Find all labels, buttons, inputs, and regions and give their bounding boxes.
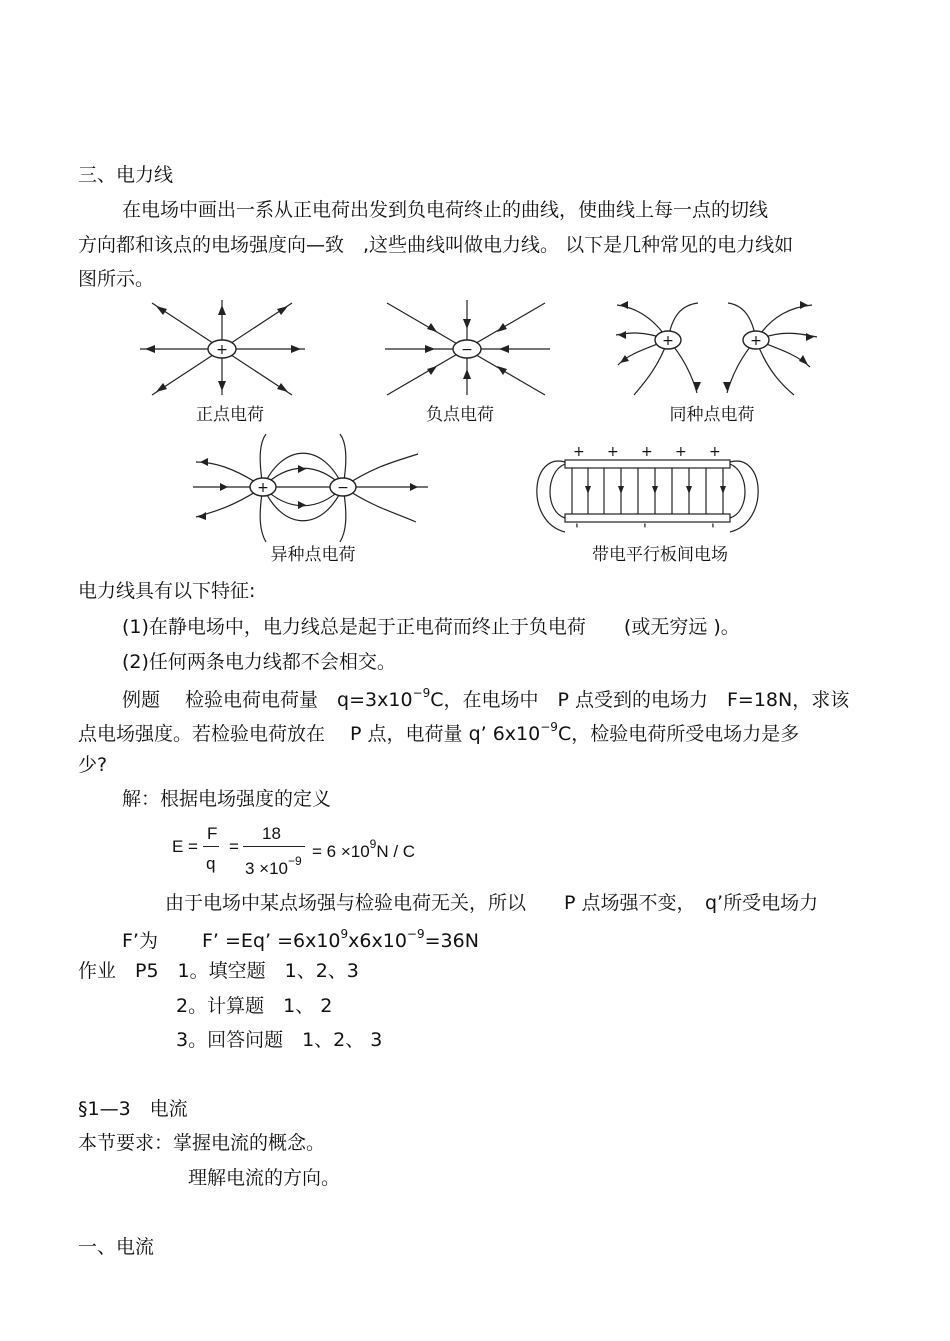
fraction-bar [243, 846, 305, 847]
requirements-line: 理解电流的方向。 [188, 1167, 341, 1189]
exponent: 9 [340, 927, 349, 941]
paragraph-line: 方向都和该点的电场强度向—致 ,这些曲线叫做电力线。 以下是几种常见的电力线如 [78, 234, 794, 256]
exponent: −9 [406, 927, 425, 941]
figure-caption: 带电平行板间电场 [592, 545, 728, 565]
features-intro: 电力线具有以下特征: [78, 580, 256, 602]
fraction-denominator: q [206, 854, 216, 873]
force-text: =36N [424, 930, 479, 952]
charge-symbol: + [750, 333, 762, 349]
plate-mark: + [675, 444, 687, 460]
paragraph-line: 图所示。 [78, 268, 155, 290]
force-text: x6x10 [348, 930, 407, 952]
plate-mark: + [709, 444, 721, 460]
force-text: F’为 F’ =Eq’ =6x10 [122, 930, 341, 952]
conclusion-line: 由于电场中某点场强与检验电荷无关，所以 P 点场强不变， q’所受电场力 [165, 892, 819, 914]
formula-lhs: E = [172, 837, 198, 856]
formula-equals: = [229, 837, 239, 856]
example-line: 少? [78, 754, 108, 776]
plate-mark: + [641, 444, 653, 460]
plate-mark: ' [575, 522, 579, 538]
figure-like-charges [612, 295, 822, 430]
exponent: −9 [540, 720, 558, 734]
section-heading: §1—3 电流 [78, 1098, 188, 1120]
requirements-line: 本节要求：掌握电流的概念。 [78, 1132, 326, 1154]
figure-caption: 同种点电荷 [669, 405, 755, 425]
formula-result [312, 837, 415, 862]
exponent: −9 [412, 686, 431, 700]
figure-caption: 正点电荷 [196, 405, 264, 425]
example-line [78, 720, 799, 746]
figure-caption: 负点电荷 [426, 405, 494, 425]
fraction-denominator [245, 854, 302, 879]
plate-mark: + [573, 444, 585, 460]
homework-line: 3。回答问题 1、2、 3 [176, 1029, 383, 1051]
homework-line: 作业 P5 1。填空题 1、2、3 [78, 960, 359, 982]
figure-parallel-plates [515, 432, 780, 572]
plate-mark: + [607, 444, 619, 460]
feature-item: (2)任何两条电力线都不会相交。 [122, 651, 396, 673]
paragraph-line: 在电场中画出一系从正电荷出发到负电荷终止的曲线，使曲线上每一点的切线 [122, 199, 769, 221]
force-line [122, 927, 479, 953]
homework-line: 2。计算题 1、 2 [176, 995, 333, 1017]
charge-symbol: − [461, 342, 473, 358]
example-text: C，在电场中 P 点受到的电场力 F=18N，求该 [430, 689, 850, 711]
exponent: 9 [369, 837, 377, 851]
figure-opposite-charges [188, 432, 428, 572]
charge-symbol: + [216, 342, 228, 358]
feature-item: (1)在静电场中，电力线总是起于正电荷而终止于负电荷 (或无穷远 )。 [122, 616, 740, 638]
section-heading: 三、电力线 [78, 164, 174, 186]
charge-symbol: − [337, 480, 349, 496]
exponent: −9 [288, 854, 302, 868]
figure-negative-charge [375, 295, 565, 430]
result-base: = 6 ×10 [312, 842, 370, 861]
plate-mark: ' [711, 522, 715, 538]
result-unit: N / C [376, 842, 416, 861]
charge-symbol: + [662, 333, 674, 349]
plate-mark: ' [643, 522, 647, 538]
fraction-numerator: 18 [262, 824, 281, 843]
solution-intro: 解：根据电场强度的定义 [122, 788, 332, 810]
example-text: 点电场强度。若检验电荷放在 P 点，电荷量 q’ 6x10 [78, 723, 541, 745]
denominator-base: 3 ×10 [245, 859, 289, 878]
figure-caption: 异种点电荷 [270, 545, 356, 565]
example-text: C，检验电荷所受电场力是多 [557, 723, 800, 745]
example-line [122, 686, 849, 712]
fraction-numerator: F [207, 824, 218, 843]
subsection-heading: 一、电流 [78, 1236, 155, 1258]
figure-positive-charge [130, 295, 320, 430]
example-text: 例题 检验电荷电荷量 q=3x10 [122, 689, 413, 711]
fraction-bar [203, 846, 219, 847]
charge-symbol: + [257, 480, 269, 496]
